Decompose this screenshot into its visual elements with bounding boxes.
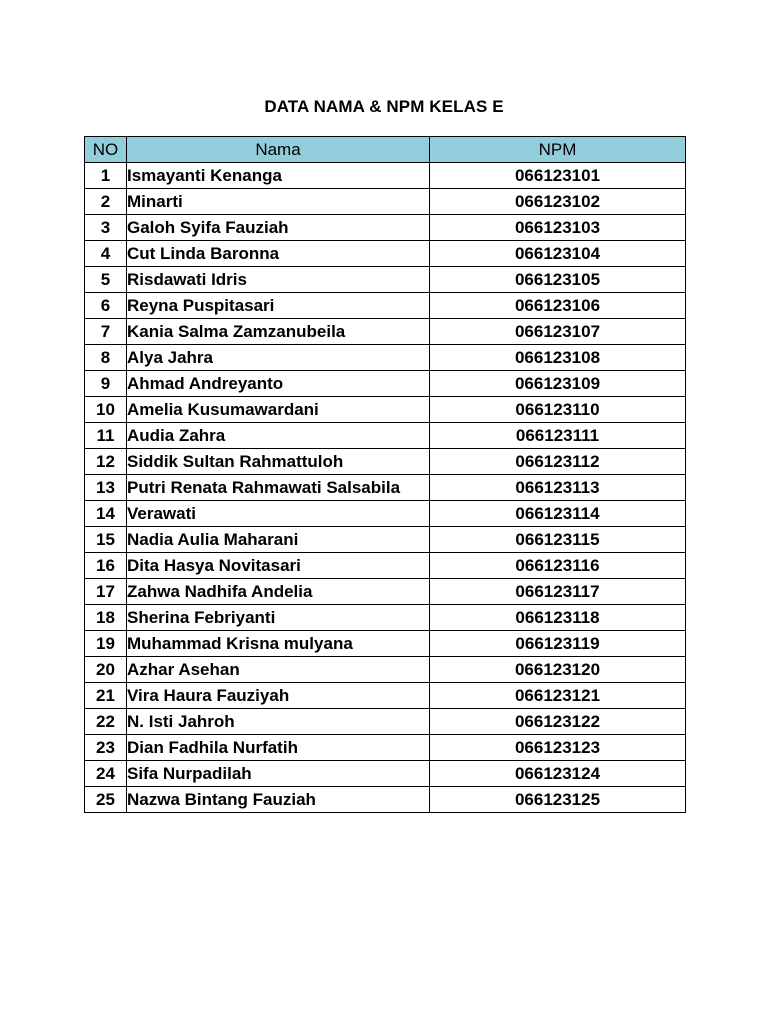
table-row <box>85 579 686 605</box>
table-row <box>85 319 686 345</box>
cell-no: 1 <box>85 163 127 189</box>
cell-nama: Putri Renata Rahmawati Salsabila <box>127 475 430 501</box>
cell-nama: Verawati <box>127 501 430 527</box>
cell-no: 12 <box>85 449 127 475</box>
document-title: DATA NAMA & NPM KELAS E <box>264 97 504 116</box>
cell-no: 14 <box>85 501 127 527</box>
cell-no: 3 <box>85 215 127 241</box>
cell-npm: 066123118 <box>430 605 686 631</box>
table-row <box>85 267 686 293</box>
table-row <box>85 709 686 735</box>
table-row <box>85 761 686 787</box>
cell-no: 10 <box>85 397 127 423</box>
cell-nama: Dita Hasya Novitasari <box>127 553 430 579</box>
cell-npm: 066123115 <box>430 527 686 553</box>
cell-nama: Siddik Sultan Rahmattuloh <box>127 449 430 475</box>
table-row <box>85 371 686 397</box>
cell-npm: 066123125 <box>430 787 686 813</box>
cell-npm: 066123110 <box>430 397 686 423</box>
cell-npm: 066123108 <box>430 345 686 371</box>
cell-npm: 066123113 <box>430 475 686 501</box>
table-row <box>85 527 686 553</box>
cell-nama: Sherina Febriyanti <box>127 605 430 631</box>
table-row <box>85 345 686 371</box>
cell-npm: 066123107 <box>430 319 686 345</box>
cell-nama: Sifa Nurpadilah <box>127 761 430 787</box>
cell-npm: 066123109 <box>430 371 686 397</box>
cell-nama: Muhammad Krisna mulyana <box>127 631 430 657</box>
table-row <box>85 657 686 683</box>
column-header-no: NO <box>85 137 127 163</box>
cell-no: 20 <box>85 657 127 683</box>
cell-npm: 066123111 <box>430 423 686 449</box>
cell-nama: Risdawati Idris <box>127 267 430 293</box>
table-row <box>85 501 686 527</box>
cell-nama: Ahmad Andreyanto <box>127 371 430 397</box>
cell-nama: Minarti <box>127 189 430 215</box>
cell-npm: 066123105 <box>430 267 686 293</box>
table-row <box>85 553 686 579</box>
cell-nama: Alya Jahra <box>127 345 430 371</box>
cell-nama: Ismayanti Kenanga <box>127 163 430 189</box>
table-row <box>85 449 686 475</box>
table-row <box>85 683 686 709</box>
cell-nama: Vira Haura Fauziyah <box>127 683 430 709</box>
cell-npm: 066123112 <box>430 449 686 475</box>
cell-nama: N. Isti Jahroh <box>127 709 430 735</box>
cell-nama: Zahwa Nadhifa Andelia <box>127 579 430 605</box>
cell-nama: Kania Salma Zamzanubeila <box>127 319 430 345</box>
table-row <box>85 605 686 631</box>
cell-nama: Nazwa Bintang Fauziah <box>127 787 430 813</box>
cell-no: 23 <box>85 735 127 761</box>
cell-no: 17 <box>85 579 127 605</box>
cell-npm: 066123116 <box>430 553 686 579</box>
cell-no: 9 <box>85 371 127 397</box>
cell-nama: Reyna Puspitasari <box>127 293 430 319</box>
cell-npm: 066123123 <box>430 735 686 761</box>
cell-no: 25 <box>85 787 127 813</box>
table-row <box>85 241 686 267</box>
column-header-nama: Nama <box>127 137 430 163</box>
table-row <box>85 787 686 813</box>
cell-nama: Cut Linda Baronna <box>127 241 430 267</box>
cell-nama: Audia Zahra <box>127 423 430 449</box>
cell-nama: Dian Fadhila Nurfatih <box>127 735 430 761</box>
cell-npm: 066123117 <box>430 579 686 605</box>
cell-nama: Galoh Syifa Fauziah <box>127 215 430 241</box>
table-row <box>85 189 686 215</box>
table-row <box>85 163 686 189</box>
table-row <box>85 735 686 761</box>
cell-no: 13 <box>85 475 127 501</box>
table-row <box>85 475 686 501</box>
cell-no: 7 <box>85 319 127 345</box>
table-row <box>85 215 686 241</box>
cell-npm: 066123101 <box>430 163 686 189</box>
cell-no: 5 <box>85 267 127 293</box>
cell-npm: 066123119 <box>430 631 686 657</box>
table-row <box>85 423 686 449</box>
cell-no: 15 <box>85 527 127 553</box>
cell-npm: 066123102 <box>430 189 686 215</box>
table-header <box>85 137 686 163</box>
header-row <box>85 137 686 163</box>
cell-no: 6 <box>85 293 127 319</box>
cell-no: 22 <box>85 709 127 735</box>
cell-no: 18 <box>85 605 127 631</box>
cell-npm: 066123106 <box>430 293 686 319</box>
cell-npm: 066123104 <box>430 241 686 267</box>
cell-nama: Azhar Asehan <box>127 657 430 683</box>
cell-no: 24 <box>85 761 127 787</box>
cell-no: 8 <box>85 345 127 371</box>
cell-npm: 066123121 <box>430 683 686 709</box>
table-row <box>85 293 686 319</box>
cell-no: 4 <box>85 241 127 267</box>
cell-nama: Nadia Aulia Maharani <box>127 527 430 553</box>
cell-npm: 066123114 <box>430 501 686 527</box>
cell-no: 21 <box>85 683 127 709</box>
table-row <box>85 397 686 423</box>
table-body <box>85 163 686 813</box>
table-row <box>85 631 686 657</box>
column-header-npm: NPM <box>430 137 686 163</box>
cell-no: 16 <box>85 553 127 579</box>
cell-npm: 066123120 <box>430 657 686 683</box>
cell-npm: 066123103 <box>430 215 686 241</box>
cell-npm: 066123124 <box>430 761 686 787</box>
cell-no: 19 <box>85 631 127 657</box>
student-table <box>84 136 686 813</box>
cell-no: 11 <box>85 423 127 449</box>
cell-nama: Amelia Kusumawardani <box>127 397 430 423</box>
cell-no: 2 <box>85 189 127 215</box>
cell-npm: 066123122 <box>430 709 686 735</box>
